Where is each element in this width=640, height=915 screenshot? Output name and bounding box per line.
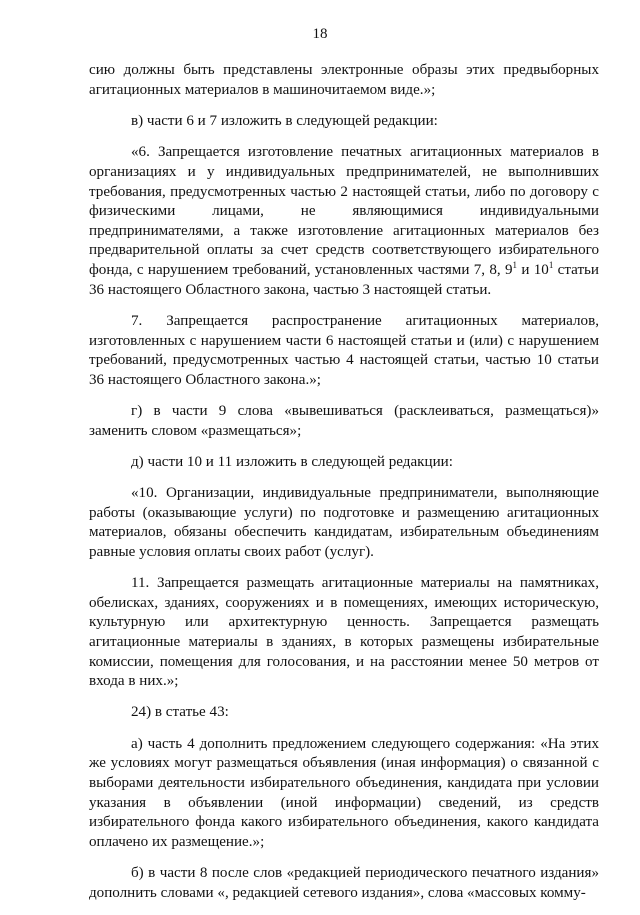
page-number: 18 (312, 26, 328, 42)
paragraph-part-6-text: «6. Запрещается изготовление печатных агитационных материалов в организациях и у индивидуальных предпринимателей, не выполнивших требования, предусмотренных частью 2 настоящей статьи, либо по договору с физическими лицами, не являющимися индивидуальными предпринимателями, а также изготовление агитационных материалов без предварительной оплаты за счет средств соответствующего избирательного фонда, с нарушением требований, установленных частями 7, 8, 9 (89, 144, 599, 279)
paragraph-part-10: «10. Организации, индивидуальные предприниматели, выполняющие работы (оказывающие услуги) по подготовке и размещению агитационных материалов, обязаны обеспечить кандидатам, избирательным объединениям равные условия оплаты своих работ (услуг). (89, 485, 599, 560)
paragraph-part-11: 11. Запрещается размещать агитационные материалы на памятниках, обелисках, зданиях, сооружениях и в помещениях, имеющих историческую, культурную или архитектурную ценность. Запрещается размещать агитационные материалы в зданиях, в которых размещены избирательные комиссии, помещения для голосования, и на расстоянии менее 50 метров от входа в них.»; (89, 575, 599, 690)
superscript-10-1: 1 (548, 260, 554, 271)
paragraph-amendment-a: а) часть 4 дополнить предложением следующего содержания: «На этих же условиях могут размещаться объявления (иная информация) о связанной с выборами деятельности избирательного объединения, кандидата при условии указания в объявлении (иной информации) сведений, из средств избирательного фонда какого избирательного объединения, какого кандидата оплачено их размещение.»; (89, 735, 599, 850)
paragraph-continuation: сию должны быть представлены электронные образы этих предвыборных агитационных материалов в машиночитаемом виде.»; (89, 62, 599, 98)
paragraph-part-6-mid: и 10 (517, 262, 549, 279)
superscript-9-1: 1 (512, 260, 518, 271)
paragraph-part-6 (89, 143, 599, 300)
document-body (89, 61, 599, 915)
paragraph-item-24: 24) в статье 43: (131, 704, 229, 721)
paragraph-amendment-b: б) в части 8 после слов «редакцией периодического печатного издания» дополнить словами «, редакцией сетевого издания», слова «массовых комму- (89, 864, 599, 901)
paragraph-part-7: 7. Запрещается распространение агитационных материалов, изготовленных с нарушением части 6 настоящей статьи и (или) с нарушением требований, предусмотренных частью 4 настоящей статьи, частью 10 статьи 36 настоящего Областного закона.»; (89, 312, 599, 388)
paragraph-amendment-g: г) в части 9 слова «вывешиваться (расклеиваться, размещаться)» заменить словом «размещаться»; (89, 402, 599, 439)
paragraph-part-6-end: статьи 36 настоящего Областного закона, частью 3 настоящей статьи. (89, 262, 600, 298)
paragraph-amendment-d: д) части 10 и 11 изложить в следующей редакции: (131, 453, 453, 470)
paragraph-amendment-v: в) части 6 и 7 изложить в следующей редакции: (131, 113, 438, 130)
